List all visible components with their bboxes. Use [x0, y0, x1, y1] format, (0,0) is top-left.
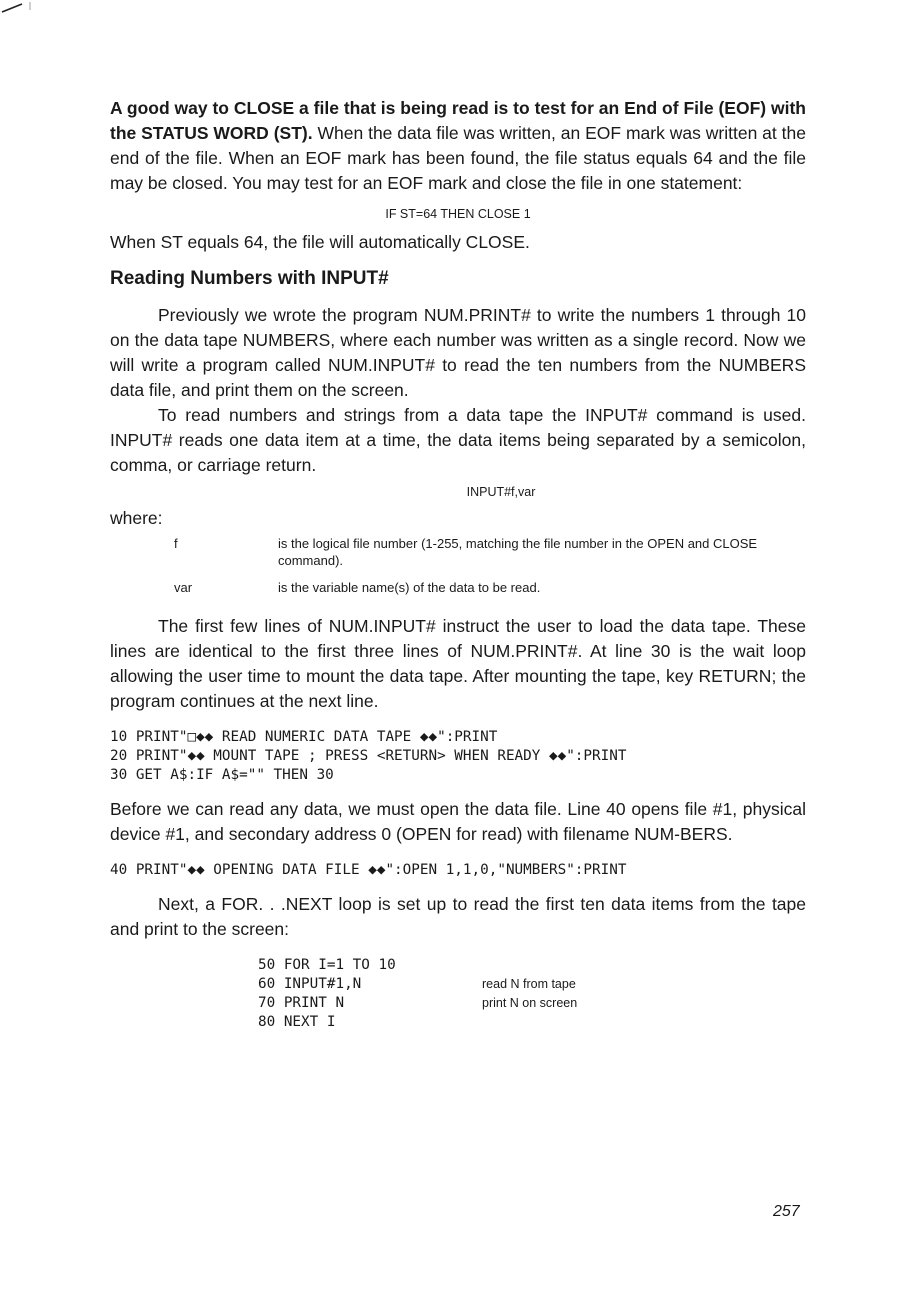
code-line: 70 PRINT N [258, 995, 345, 1011]
eof-statement: IF ST=64 THEN CLOSE 1 [385, 207, 531, 221]
definition-term: f [174, 536, 178, 551]
code-line: 30 GET A$:IF A$="" THEN 30 [110, 767, 334, 783]
intro-paragraph [110, 96, 806, 196]
where-label: where: [110, 508, 163, 528]
document-page [110, 96, 806, 1032]
code-line: 60 INPUT#1,N [258, 976, 362, 992]
paragraph-open-file: Before we can read any data, we must open the data file. Line 40 opens file #1, physical device #1, and secondary address 0 (OPEN for read) with filename NUM-BERS. [110, 799, 806, 844]
paragraph-for-next: Next, a FOR. . .NEXT loop is set up to read the first ten data items from the tape and print to the screen: [110, 894, 806, 939]
intro-bold: A good way to CLOSE a file that is being read is to test for an End of File (EOF) with the STATUS WORD (ST). [110, 98, 806, 143]
code-block-open-file [110, 861, 806, 880]
definition-desc: is the variable name(s) of the data to be read. [278, 580, 541, 595]
code-line: 50 FOR I=1 TO 10 [258, 957, 396, 973]
loop-row [258, 1013, 806, 1032]
definition-row [110, 535, 806, 569]
page-number: 257 [773, 1203, 800, 1220]
code-line: 20 PRINT"◆◆ MOUNT TAPE ; PRESS <RETURN> WHEN READY ◆◆":PRINT [110, 748, 627, 764]
definition-row [110, 579, 806, 596]
paragraph-input-command: To read numbers and strings from a data tape the INPUT# command is used. INPUT# reads one data item at a time, the data items being separated by a semicolon, comma, or carriage return. [110, 405, 806, 475]
code-line: 40 PRINT"◆◆ OPENING DATA FILE ◆◆":OPEN 1,1,0,"NUMBERS":PRINT [110, 862, 627, 878]
corner-mark-icon [0, 0, 40, 14]
loop-row [258, 975, 806, 994]
code-line: 80 NEXT I [258, 1014, 336, 1030]
paragraph-first-lines: The first few lines of NUM.INPUT# instruct the user to load the data tape. These lines are identical to the first three lines of NUM.PRINT#. At line 30 is the wait loop allowing the user time to mount the data tape. After mounting the tape, key RETURN; the program continues at the next line. [110, 616, 806, 711]
eof-note: When ST equals 64, the file will automatically CLOSE. [110, 232, 530, 252]
code-line: 10 PRINT"□◆◆ READ NUMERIC DATA TAPE ◆◆":PRINT [110, 729, 498, 745]
intro-text: When the data file was written, an EOF mark was written at the end of the file. When an EOF mark has been found, the file status equals 64 and the file may be closed. You may test for an EOF mark and close the file in one statement: [110, 123, 806, 193]
loop-row [258, 956, 806, 975]
input-syntax: INPUT#f,var [466, 485, 536, 499]
definition-term: var [174, 580, 193, 595]
definition-list [110, 535, 806, 596]
code-comment: read N from tape [482, 977, 576, 991]
loop-row [258, 994, 806, 1013]
code-comment: print N on screen [482, 996, 578, 1010]
code-block-load-tape [110, 728, 806, 785]
code-block-loop [258, 956, 806, 1032]
paragraph-num-print: Previously we wrote the program NUM.PRINT# to write the numbers 1 through 10 on the data tape NUMBERS, where each number was written as a single record. Now we will write a program called NUM.INPUT# to read the ten numbers from the NUMBERS data file, and print them on the screen. [110, 305, 806, 400]
definition-desc: is the logical file number (1-255, matching the file number in the OPEN and CLOSE command). [278, 536, 758, 568]
section-heading: Reading Numbers with INPUT# [110, 268, 389, 289]
